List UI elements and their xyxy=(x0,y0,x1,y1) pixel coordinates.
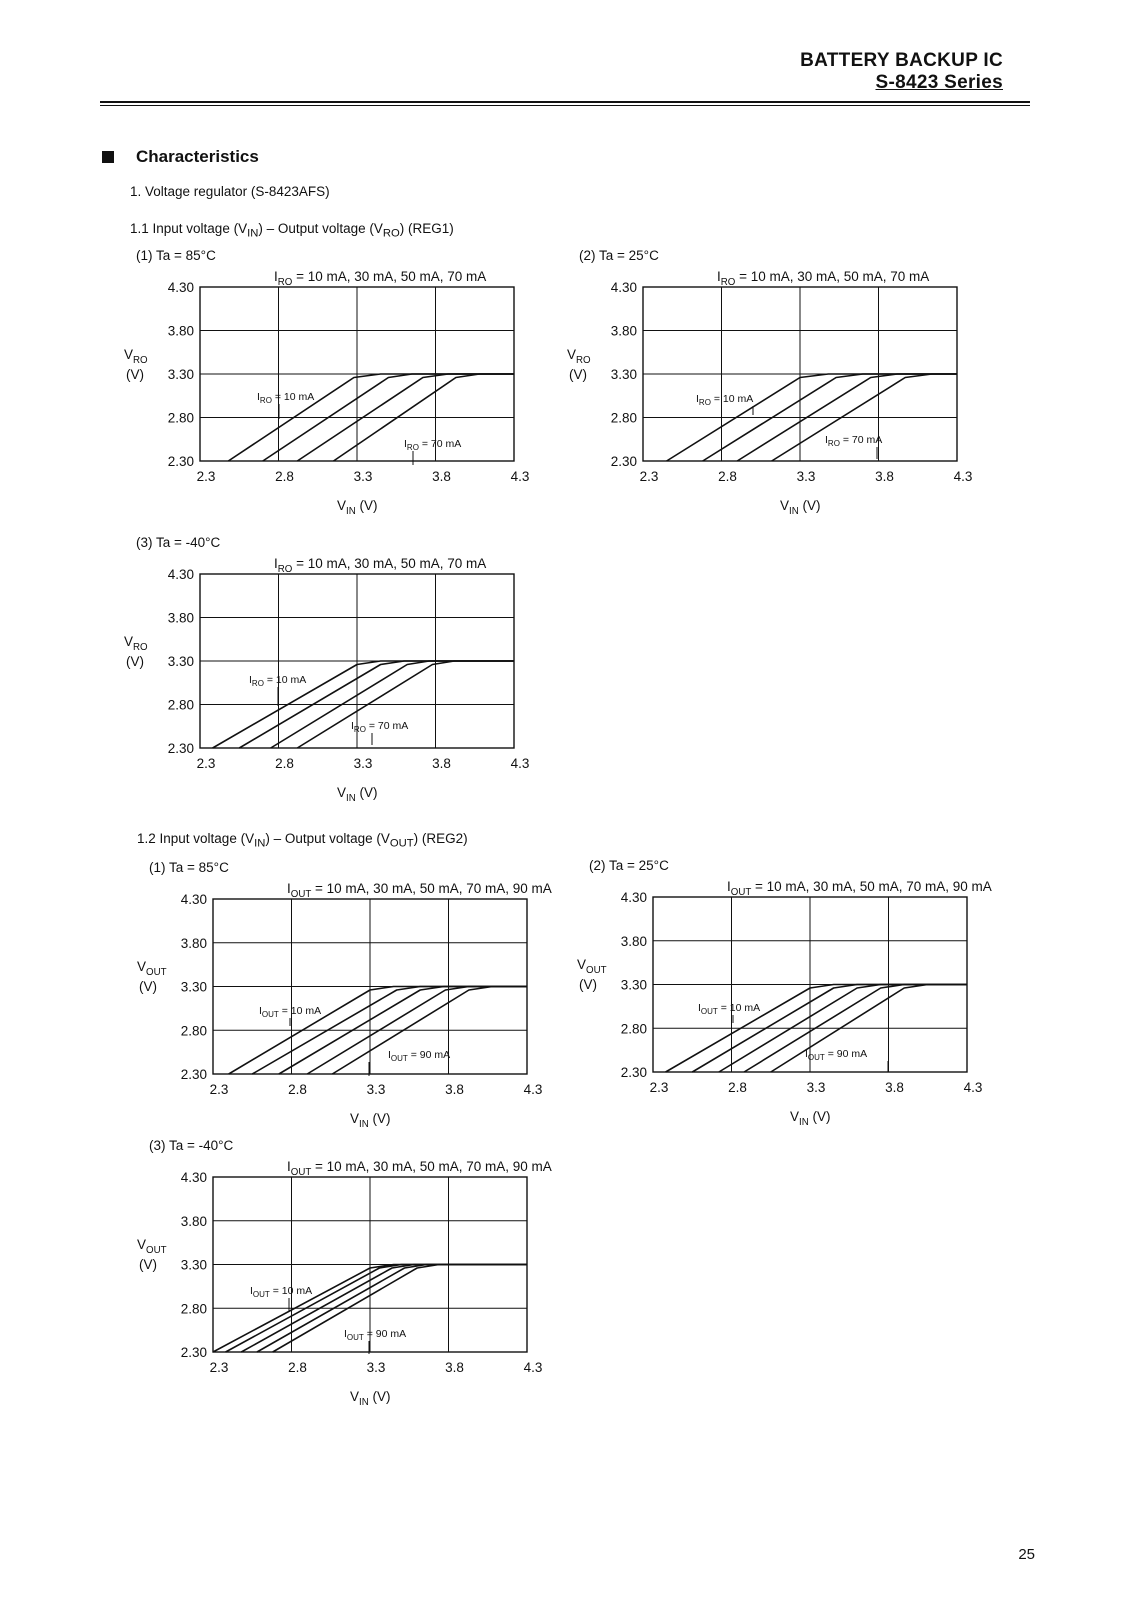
chart-1-1-panel-1 xyxy=(124,248,529,517)
legend-text-sub: OUT xyxy=(290,888,312,900)
y-axis-label-main: V xyxy=(577,957,587,972)
y-tick-label: 4.30 xyxy=(610,280,637,295)
legend-text-sub: OUT xyxy=(730,886,752,898)
x-tick-label: 2.3 xyxy=(209,1082,229,1097)
annotation-low-main: I xyxy=(257,391,260,403)
legend-text-rest: = 10 mA, 30 mA, 50 mA, 70 mA xyxy=(735,269,930,284)
y-axis-unit: (V) xyxy=(139,1257,157,1272)
panel-label: (3) Ta = -40°C xyxy=(149,1138,234,1153)
x-tick-label: 2.8 xyxy=(728,1080,747,1095)
x-tick-label: 2.3 xyxy=(649,1080,669,1095)
x-axis-label xyxy=(350,1389,390,1408)
x-tick-label: 4.3 xyxy=(523,1082,543,1097)
x-axis-label-rest: (V) xyxy=(798,498,821,513)
legend-text xyxy=(274,269,486,288)
y-axis-label-sub: OUT xyxy=(146,966,167,978)
y-tick-label: 3.80 xyxy=(167,610,194,626)
y-axis-unit: (V) xyxy=(579,977,597,992)
annotation-low-main: I xyxy=(249,674,252,686)
panel-label: (2) Ta = 25°C xyxy=(579,248,659,263)
y-axis-label-sub: RO xyxy=(576,354,591,366)
legend-text-sub: RO xyxy=(277,563,293,575)
sub-title-part: ) (REG2) xyxy=(413,831,468,846)
y-tick-label: 2.30 xyxy=(610,454,637,469)
annotation-low-main: I xyxy=(250,1285,253,1297)
y-axis-unit: (V) xyxy=(569,367,587,382)
x-axis-label xyxy=(337,498,377,517)
annotation-high-rest: = 70 mA xyxy=(839,434,883,446)
sub-title-part: ) – Output voltage (V xyxy=(258,221,383,236)
legend-text-sub: OUT xyxy=(290,1166,312,1178)
y-tick-label: 2.80 xyxy=(180,1023,207,1039)
y-tick-label: 4.30 xyxy=(167,567,194,582)
y-tick-label: 3.30 xyxy=(180,1257,207,1273)
x-tick-label: 2.3 xyxy=(209,1360,229,1375)
y-tick-label: 2.80 xyxy=(180,1301,207,1317)
chart-1-2-panel-2 xyxy=(577,858,992,1128)
sub-title-part: ) (REG1) xyxy=(399,221,454,236)
x-tick-label: 3.8 xyxy=(885,1080,904,1095)
x-tick-label: 3.3 xyxy=(353,756,373,771)
x-tick-label: 2.3 xyxy=(196,756,216,771)
legend-text-main: I xyxy=(287,1159,291,1174)
annotation-low xyxy=(250,1285,312,1299)
y-axis-label-main: V xyxy=(124,634,134,649)
sub-title-part: ) – Output voltage (V xyxy=(265,831,390,846)
legend-text xyxy=(274,556,486,575)
x-tick-label: 3.8 xyxy=(445,1082,464,1097)
legend-text-rest: = 10 mA, 30 mA, 50 mA, 70 mA xyxy=(292,269,487,284)
y-axis-label xyxy=(124,634,148,653)
annotation-high-sub: RO xyxy=(353,725,366,734)
x-axis-label-rest: (V) xyxy=(368,1111,391,1126)
x-axis-label-sub: IN xyxy=(346,792,356,804)
sub-title-part: 1.2 Input voltage (V xyxy=(137,831,255,846)
x-axis-label xyxy=(780,498,820,517)
x-tick-label: 3.3 xyxy=(366,1360,386,1375)
y-axis-unit: (V) xyxy=(126,654,144,669)
x-tick-label: 3.8 xyxy=(432,756,451,771)
annotation-low xyxy=(259,1005,321,1019)
chart-1-2-panel-3 xyxy=(137,1138,552,1408)
annotation-high-main: I xyxy=(344,1328,347,1340)
y-tick-label: 2.80 xyxy=(620,1021,647,1037)
x-tick-label: 2.8 xyxy=(275,756,294,771)
x-axis-label-rest: (V) xyxy=(808,1109,831,1124)
annotation-low-sub: RO xyxy=(259,396,272,405)
annotation-low-rest: = 10 mA xyxy=(271,391,315,403)
x-tick-label: 3.3 xyxy=(796,469,816,484)
annotation-low-sub: RO xyxy=(251,679,264,688)
y-axis-label-sub: RO xyxy=(133,354,148,366)
header-product-family: BATTERY BACKUP IC xyxy=(800,50,1003,71)
y-tick-label: 4.30 xyxy=(167,280,194,295)
y-tick-label: 2.30 xyxy=(180,1067,207,1082)
x-axis-label xyxy=(337,785,377,804)
annotation-low-rest: = 10 mA xyxy=(710,393,754,405)
x-tick-label: 4.3 xyxy=(963,1080,983,1095)
sub-title-subscript: OUT xyxy=(389,837,414,850)
sub-title-subscript: IN xyxy=(254,837,266,850)
annotation-high-sub: OUT xyxy=(346,1333,364,1342)
y-axis-unit: (V) xyxy=(139,979,157,994)
y-tick-label: 3.30 xyxy=(610,367,637,382)
y-tick-label: 2.80 xyxy=(610,410,637,426)
x-axis-label-main: V xyxy=(350,1111,360,1126)
legend-text-main: I xyxy=(274,556,278,571)
annotation-low-main: I xyxy=(696,393,699,405)
annotation-high-main: I xyxy=(388,1049,391,1061)
y-axis-label-main: V xyxy=(137,1237,147,1252)
annotation-low-sub: RO xyxy=(698,398,711,407)
annotation-high xyxy=(404,438,461,452)
annotation-high xyxy=(344,1328,406,1342)
x-tick-label: 4.3 xyxy=(510,469,530,484)
x-tick-label: 3.3 xyxy=(366,1082,386,1097)
legend-text-sub: RO xyxy=(277,276,293,288)
x-axis-label-rest: (V) xyxy=(368,1389,391,1404)
sub-title-subscript: IN xyxy=(247,227,259,240)
annotation-low-rest: = 10 mA xyxy=(269,1285,313,1297)
annotation-low-sub: OUT xyxy=(700,1007,718,1016)
legend-text-main: I xyxy=(727,879,731,894)
y-axis-label-main: V xyxy=(124,347,134,362)
y-tick-label: 2.80 xyxy=(167,697,194,713)
y-tick-label: 4.30 xyxy=(180,1170,207,1185)
legend-text-rest: = 10 mA, 30 mA, 50 mA, 70 mA xyxy=(292,556,487,571)
panel-label: (3) Ta = -40°C xyxy=(136,535,221,550)
x-tick-label: 4.3 xyxy=(510,756,530,771)
page-number: 25 xyxy=(1018,1546,1035,1563)
x-tick-label: 3.3 xyxy=(806,1080,826,1095)
annotation-high-sub: OUT xyxy=(390,1054,408,1063)
annotation-high-rest: = 90 mA xyxy=(363,1328,407,1340)
y-axis-label xyxy=(137,1237,167,1256)
annotation-high-main: I xyxy=(404,438,407,450)
y-axis-label-main: V xyxy=(567,347,577,362)
y-axis-label xyxy=(567,347,591,366)
y-tick-label: 3.30 xyxy=(180,979,207,995)
y-tick-label: 3.30 xyxy=(167,367,194,382)
x-axis-label-main: V xyxy=(337,498,347,513)
x-tick-label: 3.8 xyxy=(875,469,894,484)
annotation-high-sub: OUT xyxy=(807,1053,825,1062)
annotation-low xyxy=(257,391,314,405)
y-axis-label-sub: RO xyxy=(133,641,148,653)
x-axis-label-main: V xyxy=(780,498,790,513)
x-tick-label: 2.3 xyxy=(196,469,216,484)
panel-label: (2) Ta = 25°C xyxy=(589,858,669,873)
x-axis-label xyxy=(790,1109,830,1128)
annotation-low-rest: = 10 mA xyxy=(278,1005,322,1017)
y-tick-label: 3.30 xyxy=(167,654,194,669)
annotation-low xyxy=(249,674,306,688)
y-axis-unit: (V) xyxy=(126,367,144,382)
annotation-low-sub: OUT xyxy=(252,1290,270,1299)
y-tick-label: 3.80 xyxy=(610,323,637,339)
y-tick-label: 2.30 xyxy=(167,454,194,469)
section-title: Characteristics xyxy=(136,147,259,166)
legend-text xyxy=(287,1159,552,1178)
y-axis-label-main: V xyxy=(137,959,147,974)
x-axis-label-main: V xyxy=(790,1109,800,1124)
annotation-high-sub: RO xyxy=(406,443,419,452)
header-series: S-8423 Series xyxy=(875,72,1003,93)
x-axis-label-rest: (V) xyxy=(355,785,378,800)
x-tick-label: 2.3 xyxy=(639,469,659,484)
annotation-high xyxy=(805,1048,867,1062)
x-axis-label-main: V xyxy=(337,785,347,800)
annotation-high-rest: = 70 mA xyxy=(365,720,409,732)
annotation-high xyxy=(351,720,408,734)
annotation-high-sub: RO xyxy=(827,439,840,448)
y-axis-label-sub: OUT xyxy=(586,964,607,976)
x-tick-label: 2.8 xyxy=(718,469,737,484)
legend-text-sub: RO xyxy=(720,276,736,288)
y-axis-label xyxy=(577,957,607,976)
legend-text-main: I xyxy=(287,881,291,896)
legend-text xyxy=(717,269,929,288)
y-tick-label: 3.80 xyxy=(167,323,194,339)
chart-1-2-panel-1 xyxy=(137,860,552,1130)
x-axis-label-sub: IN xyxy=(789,505,799,517)
legend-text-rest: = 10 mA, 30 mA, 50 mA, 70 mA, 90 mA xyxy=(311,881,552,896)
sub-title-subscript: RO xyxy=(382,227,400,240)
sub-title-part: 1.1 Input voltage (V xyxy=(130,221,248,236)
annotation-high-rest: = 90 mA xyxy=(407,1049,451,1061)
x-tick-label: 3.8 xyxy=(445,1360,464,1375)
x-tick-label: 2.8 xyxy=(275,469,294,484)
y-tick-label: 2.30 xyxy=(167,741,194,756)
annotation-low-main: I xyxy=(259,1005,262,1017)
x-axis-label-sub: IN xyxy=(359,1118,369,1130)
legend-text-main: I xyxy=(274,269,278,284)
item-heading: 1. Voltage regulator (S-8423AFS) xyxy=(130,184,330,199)
y-tick-label: 2.30 xyxy=(180,1345,207,1360)
annotation-high-main: I xyxy=(351,720,354,732)
y-tick-label: 3.30 xyxy=(620,977,647,993)
annotation-low-main: I xyxy=(698,1002,701,1014)
y-tick-label: 2.80 xyxy=(167,410,194,426)
annotation-high-main: I xyxy=(805,1048,808,1060)
annotation-low-sub: OUT xyxy=(261,1010,279,1019)
x-axis-label-sub: IN xyxy=(346,505,356,517)
x-tick-label: 3.8 xyxy=(432,469,451,484)
annotation-low xyxy=(696,393,753,407)
legend-text-rest: = 10 mA, 30 mA, 50 mA, 70 mA, 90 mA xyxy=(751,879,992,894)
annotation-low-rest: = 10 mA xyxy=(717,1002,761,1014)
y-tick-label: 3.80 xyxy=(620,933,647,949)
x-tick-label: 4.3 xyxy=(523,1360,543,1375)
y-axis-label xyxy=(137,959,167,978)
legend-text-rest: = 10 mA, 30 mA, 50 mA, 70 mA, 90 mA xyxy=(311,1159,552,1174)
x-tick-label: 3.3 xyxy=(353,469,373,484)
x-axis-label-sub: IN xyxy=(799,1116,809,1128)
x-axis-label-rest: (V) xyxy=(355,498,378,513)
panel-label: (1) Ta = 85°C xyxy=(149,860,229,875)
x-tick-label: 2.8 xyxy=(288,1360,307,1375)
chart-1-1-panel-2 xyxy=(567,248,972,517)
panel-label: (1) Ta = 85°C xyxy=(136,248,216,263)
y-axis-label xyxy=(124,347,148,366)
y-tick-label: 4.30 xyxy=(180,892,207,907)
y-tick-label: 4.30 xyxy=(620,890,647,905)
x-axis-label-sub: IN xyxy=(359,1396,369,1408)
legend-text xyxy=(287,881,552,900)
y-tick-label: 2.30 xyxy=(620,1065,647,1080)
x-tick-label: 4.3 xyxy=(953,469,973,484)
x-axis-label-main: V xyxy=(350,1389,360,1404)
y-tick-label: 3.80 xyxy=(180,935,207,951)
chart-1-1-panel-3 xyxy=(124,535,529,804)
legend-text xyxy=(727,879,992,898)
y-tick-label: 3.80 xyxy=(180,1213,207,1229)
annotation-high-rest: = 90 mA xyxy=(824,1048,868,1060)
annotation-high xyxy=(388,1049,450,1063)
annotation-high-rest: = 70 mA xyxy=(418,438,462,450)
annotation-high xyxy=(825,434,882,448)
annotation-low xyxy=(698,1002,760,1016)
annotation-low-rest: = 10 mA xyxy=(263,674,307,686)
x-tick-label: 2.8 xyxy=(288,1082,307,1097)
x-axis-label xyxy=(350,1111,390,1130)
annotation-high-main: I xyxy=(825,434,828,446)
legend-text-main: I xyxy=(717,269,721,284)
y-axis-label-sub: OUT xyxy=(146,1244,167,1256)
